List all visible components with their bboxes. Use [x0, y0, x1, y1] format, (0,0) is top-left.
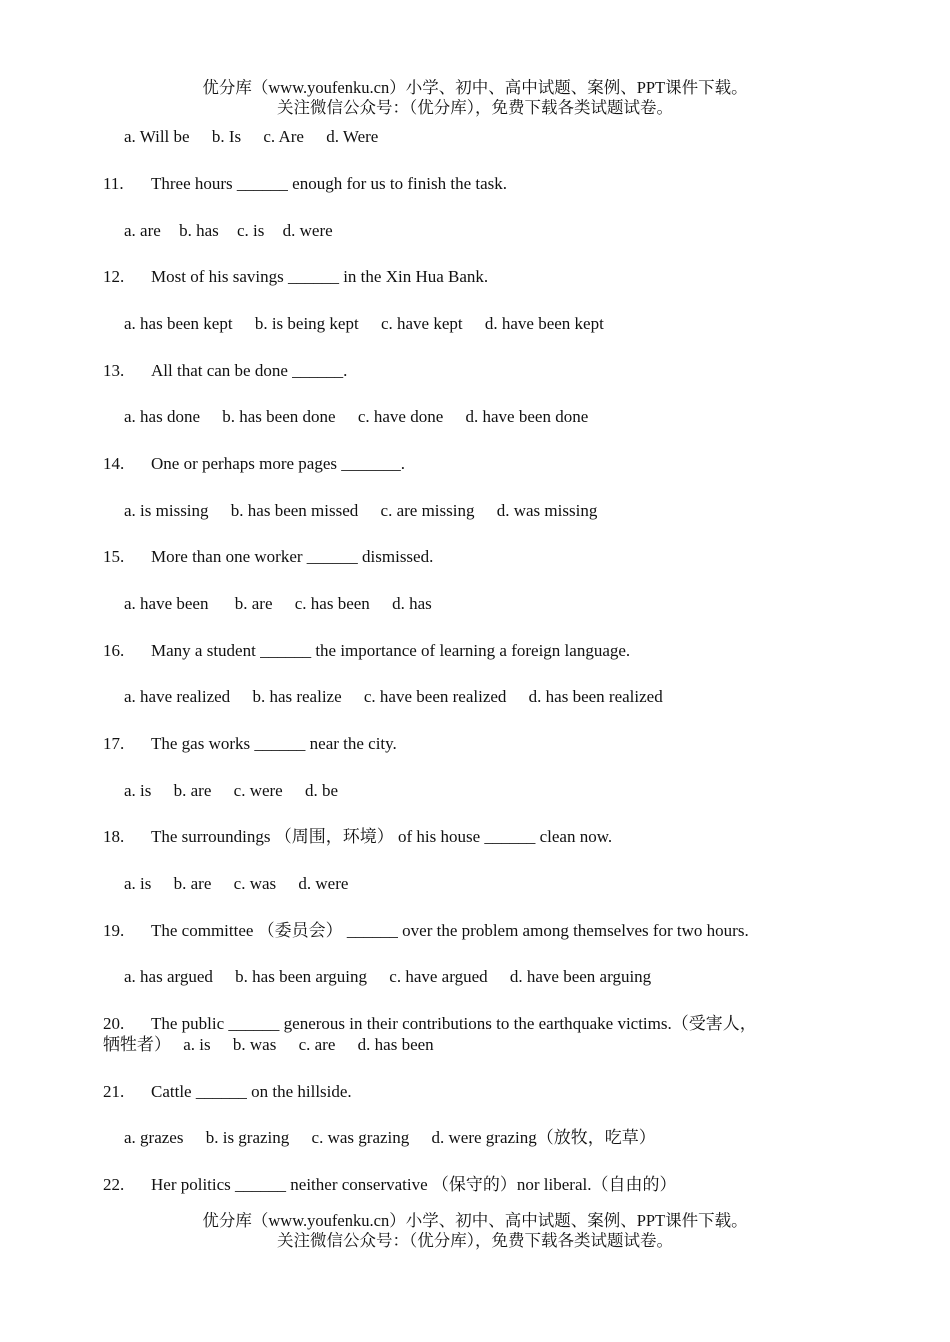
question-14-options: [124, 500, 597, 521]
option: b. is grazing: [205, 1128, 290, 1147]
q10-options: [124, 126, 378, 147]
question-number: 13.: [103, 361, 125, 380]
question-number: 15.: [103, 547, 125, 566]
option: d. were grazing（放牧，吃草）: [431, 1128, 656, 1147]
question-number: 21.: [103, 1082, 125, 1101]
footer-line-2: 关注微信公众号：（优分库），免费下载各类试题试卷。: [277, 1231, 673, 1250]
option: a. are: [124, 221, 161, 240]
question-16: [103, 640, 630, 661]
option: b. has been done: [222, 407, 336, 426]
option: d. be: [304, 781, 339, 800]
question-13: [103, 360, 347, 381]
option: c. have kept: [380, 314, 463, 333]
question-number: 18.: [103, 827, 125, 846]
question-19-options: [124, 966, 651, 987]
option: b. has been arguing: [235, 967, 368, 986]
option: a. has argued: [124, 967, 213, 986]
option: c. is: [236, 221, 265, 240]
question-text: Three hours ______ enough for us to finish the task.: [151, 174, 507, 193]
question-20-continued: [103, 1034, 434, 1055]
question-text: The public ______ generous in their contributions to the earthquake victims.（受害人，: [151, 1014, 757, 1033]
question-number: 11.: [103, 174, 124, 193]
question-12: [103, 266, 488, 287]
option: c. were: [233, 781, 283, 800]
option: d. Were: [326, 127, 379, 146]
option: c. are missing: [380, 501, 475, 520]
question-text: The surroundings （周围，环境） of his house ______ clean now.: [151, 827, 613, 846]
option: d. were: [282, 221, 333, 240]
option: a. have realized: [124, 687, 231, 706]
option: a. is missing: [124, 501, 209, 520]
option: c. was grazing: [311, 1128, 410, 1147]
question-number: 17.: [103, 734, 125, 753]
option: d. was missing: [496, 501, 598, 520]
question-21: [103, 1081, 352, 1102]
option: b. Is: [211, 127, 242, 146]
option: c. have done: [357, 407, 444, 426]
question-21-options: [124, 1127, 656, 1148]
page-header: [0, 78, 950, 118]
question-text: Her politics ______ neither conservative （保守的）nor liberal.（自由的）: [151, 1175, 677, 1194]
option: a. has been kept: [124, 314, 233, 333]
question-12-options: [124, 313, 604, 334]
page-footer: [0, 1211, 950, 1251]
option: b. are: [173, 874, 212, 893]
question-18: [103, 826, 612, 847]
question-text: Many a student ______ the importance of learning a foreign language.: [151, 641, 631, 660]
question-18-options: [124, 873, 348, 894]
option: b. is being kept: [254, 314, 359, 333]
option: d. has: [392, 594, 432, 613]
option: d. has been realized: [528, 687, 663, 706]
question-number: 20.: [103, 1014, 125, 1033]
question-11: [103, 173, 507, 194]
option: a. is: [124, 781, 152, 800]
question-14: [103, 453, 405, 474]
header-line-2: 关注微信公众号：（优分库），免费下载各类试题试卷。: [277, 98, 673, 117]
question-text: The gas works ______ near the city.: [151, 734, 397, 753]
option: d. have been done: [465, 407, 589, 426]
option: c. are: [298, 1035, 336, 1054]
option: a. have been: [124, 594, 209, 613]
question-22: [103, 1174, 676, 1195]
option: c. Are: [263, 127, 304, 146]
question-20: [103, 1013, 757, 1034]
question-number: 12.: [103, 267, 125, 286]
question-text: Cattle ______ on the hillside.: [151, 1082, 352, 1101]
question-number: 19.: [103, 921, 125, 940]
footer-line-1: 优分库（www.youfenku.cn）小学、初中、高中试题、案例、PPT课件下载。: [202, 1211, 748, 1230]
option: d. were: [298, 874, 349, 893]
option: a. Will be: [124, 127, 190, 146]
question-text-continued: 牺牲者）: [103, 1035, 171, 1054]
option: b. has realize: [252, 687, 342, 706]
option: b. has been missed: [230, 501, 359, 520]
question-15-options: [124, 593, 432, 614]
option: a. grazes: [124, 1128, 184, 1147]
question-number: 22.: [103, 1175, 125, 1194]
option: c. has been: [294, 594, 370, 613]
question-19: [103, 920, 749, 941]
option: b. was: [232, 1035, 277, 1054]
question-17-options: [124, 780, 338, 801]
question-16-options: [124, 686, 663, 707]
question-17: [103, 733, 397, 754]
option: b. has: [179, 221, 219, 240]
question-13-options: [124, 406, 588, 427]
question-number: 16.: [103, 641, 125, 660]
question-11-options: [124, 220, 333, 241]
option: d. have been kept: [484, 314, 604, 333]
option: c. have been realized: [363, 687, 507, 706]
option: b. are: [173, 781, 212, 800]
question-text: Most of his savings ______ in the Xin Hua Bank.: [151, 267, 489, 286]
option: b. are: [234, 594, 273, 613]
header-line-1: 优分库（www.youfenku.cn）小学、初中、高中试题、案例、PPT课件下载。: [202, 78, 748, 97]
question-text: More than one worker ______ dismissed.: [151, 547, 434, 566]
question-text: The committee （委员会） ______ over the problem among themselves for two hours.: [151, 921, 749, 940]
option: c. was: [233, 874, 277, 893]
question-number: 14.: [103, 454, 125, 473]
question-text: All that can be done ______.: [151, 361, 348, 380]
option: a. is: [183, 1035, 211, 1054]
question-text: One or perhaps more pages _______.: [151, 454, 405, 473]
option: a. has done: [124, 407, 201, 426]
option: c. have argued: [389, 967, 488, 986]
question-15: [103, 546, 433, 567]
option: d. have been arguing: [509, 967, 652, 986]
option: d. has been: [357, 1035, 434, 1054]
option: a. is: [124, 874, 152, 893]
